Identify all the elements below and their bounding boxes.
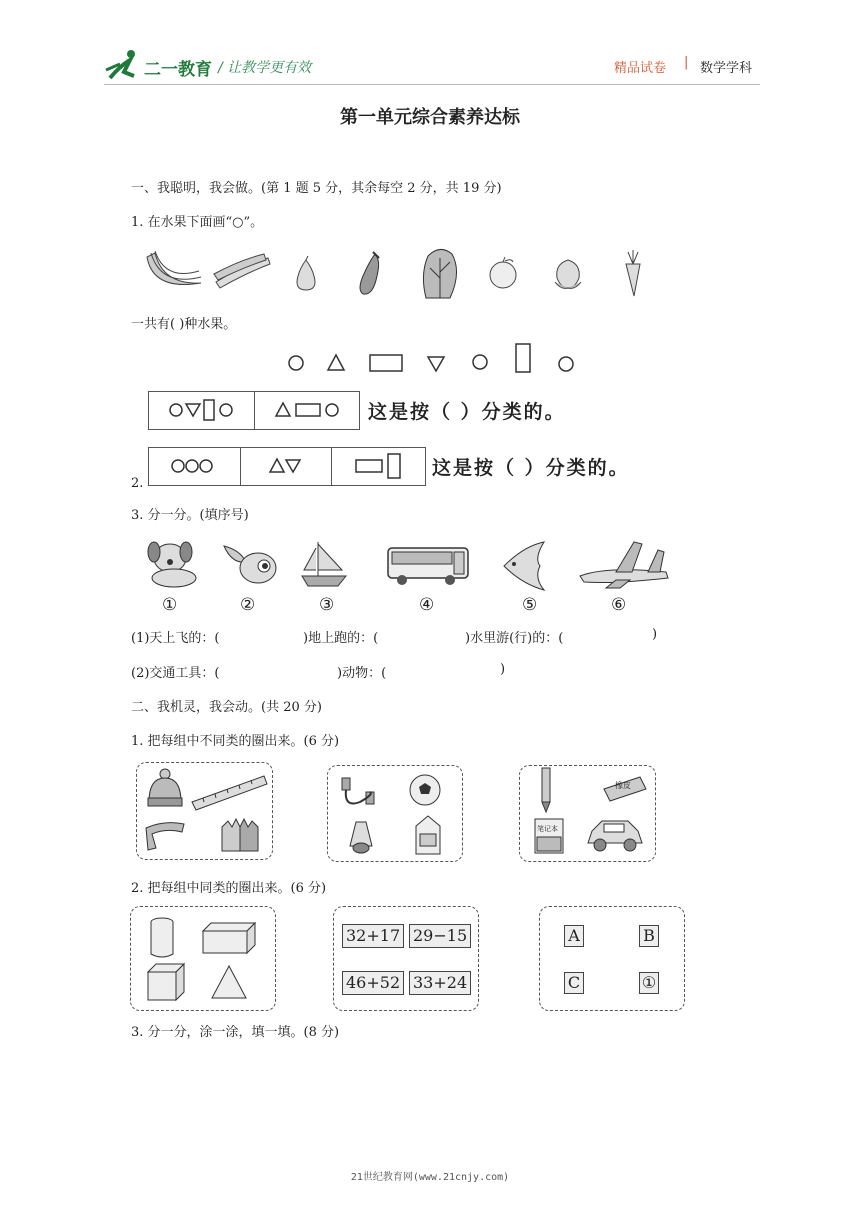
tall-rectangle-shape	[516, 344, 530, 372]
pencil-icon	[538, 768, 554, 812]
milk-carton-icon	[412, 814, 444, 856]
apple-icon	[487, 256, 519, 290]
box1-group-a	[168, 398, 248, 422]
item-label-5: ⑤	[522, 595, 538, 615]
soccer-ball-icon	[408, 773, 442, 807]
same-type-group-3	[539, 906, 685, 1011]
q3-line1-d: )	[652, 627, 658, 642]
page-footer: 21世纪教育网(www.21cnjy.com)	[350, 1172, 510, 1183]
toy-car-icon	[584, 815, 646, 855]
s2-q1-prompt: 1. 把每组中不同类的圈出来。(6 分)	[131, 734, 340, 749]
carrot-icon	[622, 250, 644, 298]
sailboat-icon	[298, 538, 350, 590]
section2-heading: 二、我机灵，我会动。(共 20 分)	[131, 700, 322, 715]
circle-shape	[473, 355, 487, 369]
item-label-2: ②	[240, 595, 256, 615]
circle-shape	[289, 356, 303, 370]
subject-label: 数学学科	[700, 61, 753, 76]
symbol-circled-1: ①	[639, 972, 659, 994]
item-label-6: ⑥	[611, 595, 627, 615]
cuboid-shape	[201, 921, 257, 955]
s2-q2-prompt: 2. 把每组中同类的圈出来。(6 分)	[131, 881, 327, 896]
q3-line1-b: )地上跑的：(	[303, 631, 379, 646]
jump-rope-icon	[340, 774, 378, 810]
knit-hat-icon	[145, 768, 185, 808]
rectangle-shape	[370, 355, 402, 371]
q3-line1-a: (1)天上飞的：(	[131, 631, 220, 646]
header-rule	[104, 84, 760, 85]
box2-group-b	[270, 454, 310, 478]
s1-q1-answer-line: 一共有( )种水果。	[131, 317, 237, 332]
triangle-shape	[328, 355, 344, 370]
symbol-c: C	[564, 972, 584, 994]
item-label-4: ④	[419, 595, 435, 615]
banana-icon	[143, 247, 205, 295]
bird-icon	[220, 540, 282, 588]
bean-pods-icon	[212, 252, 272, 292]
eggplant-icon	[355, 250, 385, 298]
triangle-shape	[210, 964, 248, 1000]
shuttlecock-icon	[346, 818, 376, 854]
s1-q1-prompt: 1. 在水果下面画“○”。	[131, 215, 264, 230]
peach-icon	[551, 254, 585, 292]
fish-icon	[500, 538, 550, 592]
item-label-1: ①	[162, 595, 178, 615]
brand-name: 二一教育	[144, 60, 212, 80]
pear-icon	[292, 256, 320, 292]
q3-line2-c: )	[500, 662, 506, 677]
expression-2: 29−15	[409, 924, 471, 948]
runner-logo-icon	[104, 48, 144, 80]
brand-slogan: / 让教学更有效	[218, 60, 312, 76]
s1-q3-prompt: 3. 分一分。(填序号)	[131, 508, 249, 523]
header-separator: |	[684, 55, 689, 70]
airplane-icon	[576, 538, 672, 590]
item-label-3: ③	[319, 595, 335, 615]
q3-line2-b: )动物：(	[337, 666, 387, 681]
q2-row1-text: 这是按（ ）分类的。	[368, 401, 566, 423]
same-type-group-2	[333, 906, 479, 1011]
notebook-icon	[533, 817, 565, 855]
symbol-a: A	[564, 925, 584, 947]
ruler-icon	[190, 772, 268, 812]
q2-row2-text: 这是按（ ）分类的。	[432, 457, 630, 479]
box2-group-c	[354, 452, 404, 480]
symbol-b: B	[639, 925, 659, 947]
eraser-label: 橡皮	[615, 781, 631, 790]
bus-icon	[386, 544, 470, 588]
expression-3: 46+52	[342, 971, 404, 995]
q3-line2-a: (2)交通工具：(	[131, 666, 220, 681]
cabbage-icon	[416, 244, 464, 300]
circle-shape	[559, 357, 573, 371]
cube-shape	[146, 962, 186, 1002]
s1-q2-number: 2.	[131, 476, 144, 491]
notebook-label: 笔记本	[537, 825, 558, 833]
box1-group-b	[276, 398, 356, 422]
inverted-triangle-shape	[428, 357, 444, 371]
section1-heading: 一、我聪明，我会做。(第 1 题 5 分，其余每空 2 分，共 19 分)	[131, 181, 502, 196]
cylinder-shape	[148, 916, 176, 960]
scarf-icon	[144, 818, 188, 852]
dog-icon	[144, 538, 202, 588]
box2-group-a	[170, 454, 230, 478]
expression-4: 33+24	[409, 971, 471, 995]
q3-line1-c: )水里游(行)的：(	[465, 631, 564, 646]
page-title: 第一单元综合素养达标	[340, 107, 520, 128]
premium-label: 精品试卷	[614, 61, 667, 76]
s2-q3-prompt: 3. 分一分，涂一涂，填一填。(8 分)	[131, 1025, 340, 1040]
expression-1: 32+17	[342, 924, 404, 948]
gloves-icon	[218, 815, 262, 853]
shapes-row	[286, 342, 586, 374]
